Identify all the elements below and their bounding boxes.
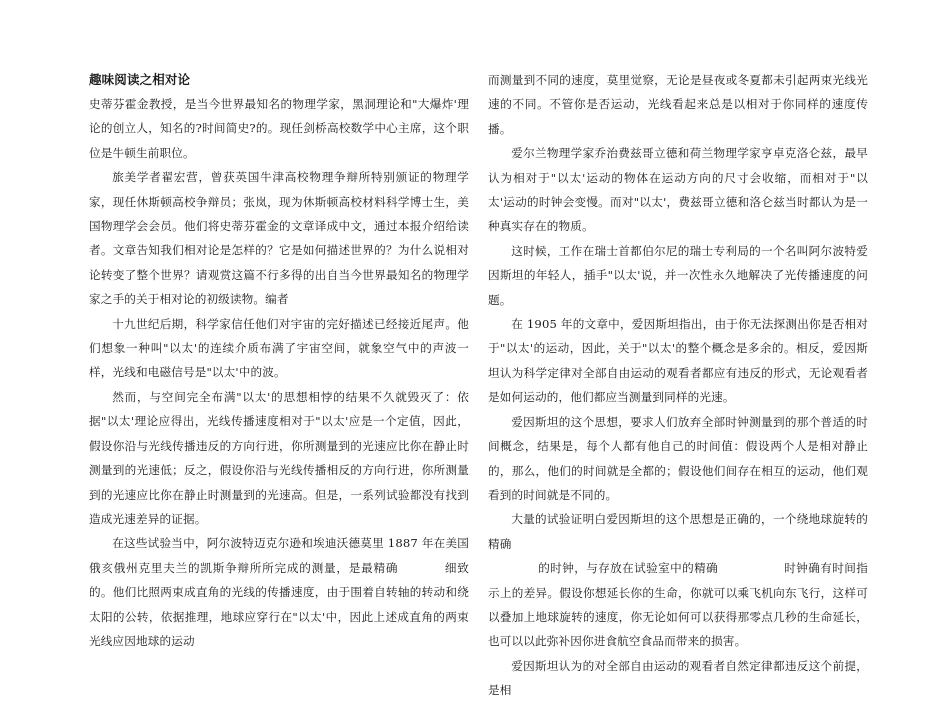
article-title: 趣味阅读之相对论	[89, 72, 191, 87]
paragraph-time-concept: 爱因斯坦的这个思想，要求人们放弃全部时钟测量到的那个普适的时间概念，结果是，每个人都有他自己的时间值：假设两个人是相对静止的，那么，他们的时间就是全都的；假设他们间存在相互的运动，他们观看到的时间就是不同的。	[488, 414, 868, 502]
left-column	[89, 68, 469, 653]
paragraph-ether: 十九世纪后期，科学家信任他们对宇宙的完好描述已经接近尾声。他们想象一种叫"以太'的连续介质布满了宇宙空间，就象空气中的声波一样，光线和电磁信号是"以太'中的波。	[89, 316, 469, 380]
paragraph-ether-contradiction: 然而，与空间完全布满"以太'的思想相悖的结果不久就毁灭了：依据"以太'理论应得出，光线传播速度相对于"以太'应是一个定值，因此，假设你沿与光线传播违反的方向行进，你所测量到的光速应比你在静止时测量到的光速低；反之，假设你沿与光线传播相反的方向行进，你所测量到的光速应比你在静止时测量到的光速高。但是，一系列试验都没有找到造成光速差异的证据。	[89, 389, 469, 526]
paragraph-translators: 旅美学者翟宏营，曾获英国牛津高校物理争辩所特别颁证的物理学家，现任休斯顿高校争辩员；张岚，现为休斯顿高校材料科学博士生，美国物理学会会员。他们将史蒂芬霍金的文章译成中文，通过本报介绍给读者。文章告知我们相对论是怎样的？它是如何描述世界的？为什么说相对论转变了整个世界？请观赏这篇不行多得的出自当今世界最知名的物理学家之手的关于相对论的初级读物。编者	[89, 170, 469, 307]
paragraph-michelson-morley-part1: 在这些试验当中，阿尔波特迈克尔逊和埃迪沃德莫里 1887 年在美国俄亥俄州克里夫兰的凯斯争辩所所完成的测量，是最精确	[89, 536, 469, 575]
paragraph-michelson-morley-part2: 细致的。他们比照两束成直角的光线的传播速度，由于围着自转轴的转动和绕太阳的公转，依据推理，地球应穿行在"以太'中，因此上述成直角的两束光线应因地球的运动	[89, 560, 469, 648]
paragraph-1905-paper: 在 1905 年的文章中，爱因斯坦指出，由于你无法探测出你是否相对于"以太'的运动，因此，关于"以太'的整个概念是多余的。相反，爱因斯坦认为科学定律对全部自由运动的观看者都应有违反的形式，无论观看者是如何运动的，他们都应当测量到同样的光速。	[488, 317, 868, 405]
paragraph-continued: 而测量到不同的速度，莫里觉察，无论是昼夜或冬夏都未引起两束光线光速的不同。不管你是否运动，光线看起来总是以相对于你同样的速度传播。	[488, 73, 868, 136]
paragraph-michelson-morley	[89, 531, 469, 653]
right-column	[488, 68, 868, 703]
paragraph-experiments-part3: 时钟确有时间指示上的差异。假设你想延长你的生命，你就可以乘飞机向东飞行，这样可以叠加上地球旋转的速度，你无论如何可以获得那零点几秒的生命延长，也可以以此弥补因你进食航空食品而带来的损害。	[488, 561, 868, 649]
paragraph-premise: 爱因斯坦认为的对全部自由运动的观看者自然定律都违反这个前提，是相	[488, 658, 868, 698]
paragraph-experiments-part1: 大量的试验证明白爱因斯坦的这个思想是正确的，一个绕地球旋转的精确	[488, 512, 868, 551]
paragraph-fitzgerald-lorentz: 爱尔兰物理学家乔治费兹哥立德和荷兰物理学家亨卓克洛仑兹，最早认为相对于"以太'运动的物体在运动方向的尺寸会收缩，而相对于"以太'运动的时钟会变慢。而对"以太'，费兹哥立德和洛仑兹当时都认为是一种真实存在的物质。	[488, 146, 868, 234]
paragraph-intro: 史蒂芬霍金教授，是当今世界最知名的物理学家，黑洞理论和"大爆炸'理论的创立人，知名的?时间简史?的。现任剑桥高校数学中心主席，这个职位是牛顿生前职位。	[89, 97, 469, 160]
paragraph-experiments-part2: 的时钟，与存放在试验室中的精确	[538, 561, 719, 576]
paragraph-experiments	[488, 507, 868, 653]
paragraph-einstein-intro: 这时候，工作在瑞士首都伯尔尼的瑞士专利局的一个名叫阿尔波特爱因斯坦的年轻人，插手"以太'说，并一次性永久地解决了光传播速度的问题。	[488, 243, 868, 307]
